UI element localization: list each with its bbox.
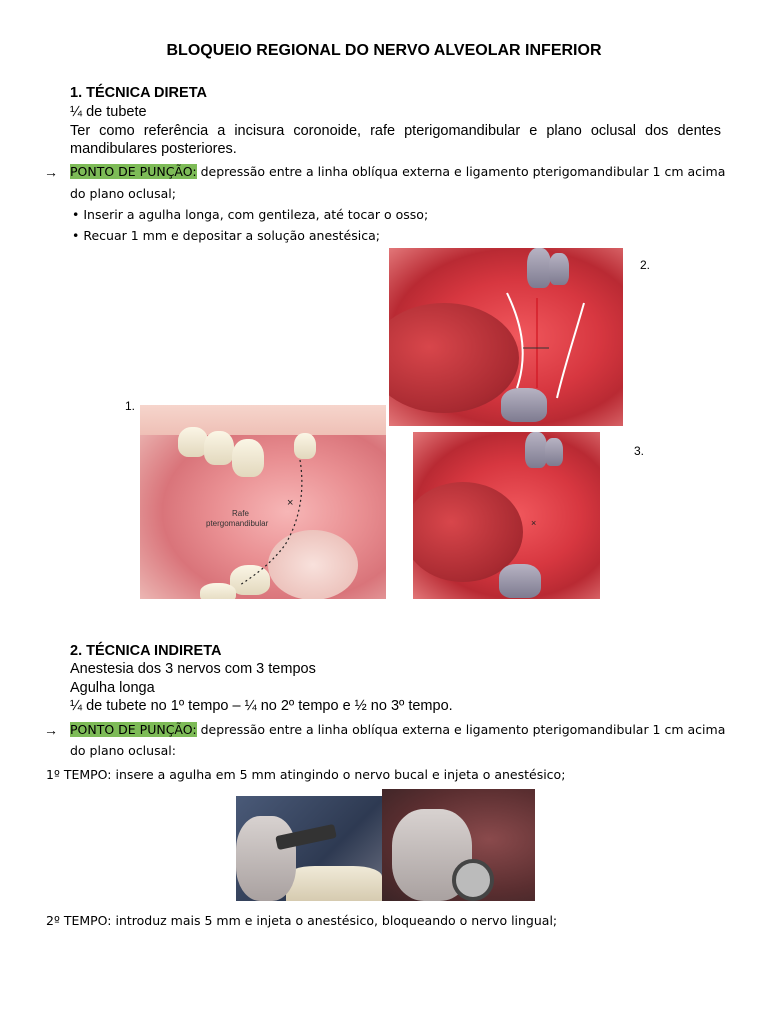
- section2-puncture: [70, 722, 730, 737]
- figure-1-photo: [140, 405, 386, 599]
- bullet-item: [72, 207, 428, 222]
- bullet-text: Inserir a agulha longa, com gentileza, até tocar o osso;: [83, 207, 429, 222]
- section1-line1: ¼ de tubete: [70, 104, 147, 120]
- bullet-mark: •: [72, 228, 80, 243]
- figure-1-label: 1.: [125, 399, 136, 413]
- section2-line1: Anestesia dos 3 nervos com 3 tempos: [70, 661, 316, 677]
- section2-line3: ¼ de tubete no 1º tempo – ¼ no 2º tempo e ½ no 3º tempo.: [70, 698, 453, 714]
- tempo2-text: 2º TEMPO: introduz mais 5 mm e injeta o anestésico, bloqueando o nervo lingual;: [46, 913, 558, 928]
- section2-arrow: →: [44, 722, 58, 738]
- section1-heading: 1. TÉCNICA DIRETA: [70, 85, 207, 101]
- figure-3-label: 3.: [634, 444, 645, 458]
- section1-puncture-text: depressão entre a linha oblíqua externa e ligamento pterigomandibular 1 cm acima: [196, 164, 726, 179]
- section1-puncture-label: PONTO DE PUNÇÃO:: [70, 164, 197, 179]
- figure-2-label: 2.: [640, 258, 651, 272]
- figure-3-photo: [413, 432, 600, 599]
- section1-arrow: →: [44, 164, 58, 180]
- section2-puncture-label: PONTO DE PUNÇÃO:: [70, 722, 197, 737]
- bullet-text: Recuar 1 mm e depositar a solução anestésica;: [83, 228, 380, 243]
- section1-puncture-cont: do plano oclusal;: [70, 186, 176, 201]
- figure-1-caption-1: Rafe: [232, 509, 249, 518]
- section2-heading: 2. TÉCNICA INDIRETA: [70, 643, 222, 659]
- section1-puncture: [70, 164, 730, 179]
- tempo1-photo-left: [236, 796, 382, 901]
- rafe-line: [140, 405, 386, 599]
- section1-line2: Ter como referência a incisura coronoide, rafe pterigomandibular e plano oclusal dos dentes mandibulares posteriores.: [70, 123, 721, 157]
- section2-line2: Agulha longa: [70, 680, 155, 696]
- figure-2-photo: [389, 248, 623, 426]
- section2-puncture-cont: do plano oclusal:: [70, 743, 176, 758]
- tempo1-photo-right: [382, 789, 535, 901]
- figure-3-mark: ×: [531, 518, 537, 528]
- bullet-mark: •: [72, 207, 80, 222]
- tempo1-text: 1º TEMPO: insere a agulha em 5 mm atingindo o nervo bucal e injeta o anestésico;: [46, 767, 566, 782]
- figure-1-mark: ×: [287, 497, 294, 509]
- injection-lines: [389, 248, 623, 426]
- section2-puncture-text: depressão entre a linha oblíqua externa e ligamento pterigomandibular 1 cm acima: [196, 722, 726, 737]
- bullet-item: [72, 228, 380, 243]
- page-title: BLOQUEIO REGIONAL DO NERVO ALVEOLAR INFERIOR: [166, 42, 602, 59]
- figure-1-caption-2: ptergomandibular: [206, 519, 269, 528]
